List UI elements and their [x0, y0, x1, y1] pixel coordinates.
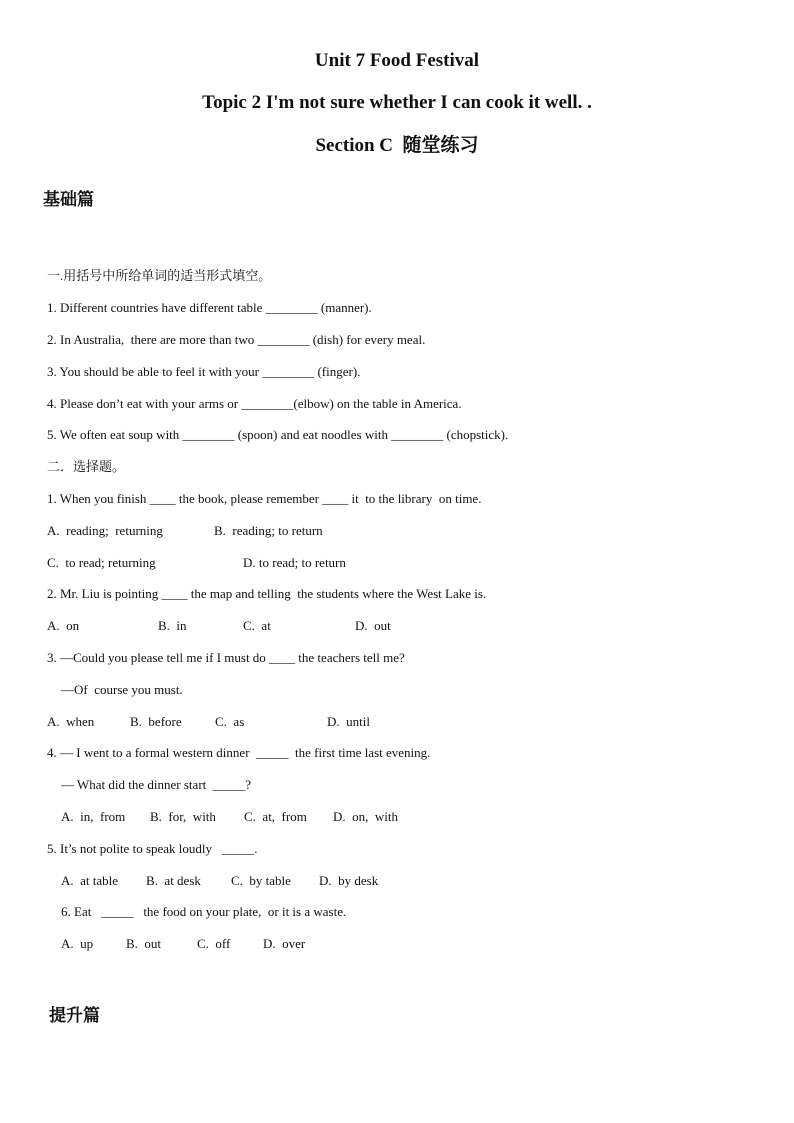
answer-line: —Of course you must. — [61, 682, 183, 697]
option-c: C. at, from — [244, 809, 307, 824]
option-c: C. as — [215, 714, 245, 729]
answer-line: — What did the dinner start _____? — [61, 777, 252, 792]
fill-blank-item: 4. Please don’t eat with your arms or ________(elbow) on the table in America. — [47, 396, 462, 411]
unit-title: Unit 7 Food Festival — [314, 50, 480, 71]
option-a: A. when — [47, 714, 95, 729]
question-stem: 1. When you finish ____ the book, please remember ____ it to the library on time. — [47, 491, 482, 506]
question-stem: 4. — I went to a formal western dinner _____ the first time last evening. — [47, 745, 431, 760]
question-stem: 5. It’s not polite to speak loudly _____. — [47, 841, 258, 856]
option-c: C. by table — [231, 873, 291, 888]
part1-heading: 一.用括号中所给单词的适当形式填空。 — [47, 268, 272, 283]
option-b: B. reading; to return — [214, 523, 323, 538]
question-stem: 3. —Could you please tell me if I must do ____ the teachers tell me? — [47, 650, 405, 665]
advanced-section-heading: 提升篇 — [49, 1006, 100, 1025]
fill-blank-item: 2. In Australia, there are more than two ________ (dish) for every meal. — [47, 332, 426, 347]
option-d: D. to read; to return — [243, 555, 346, 570]
option-b: B. before — [130, 714, 182, 729]
option-b: B. out — [126, 936, 162, 951]
fill-blank-item: 1. Different countries have different table ________ (manner). — [47, 300, 372, 315]
section-title: Section C 随堂练习 — [315, 135, 479, 156]
option-a: A. up — [61, 936, 94, 951]
question-stem: 2. Mr. Liu is pointing ____ the map and telling the students where the West Lake is. — [47, 586, 487, 601]
part2-heading: 二．选择题。 — [47, 459, 126, 474]
option-d: D. on, with — [333, 809, 398, 824]
option-a: A. in, from — [61, 809, 126, 824]
topic-title: Topic 2 I'm not sure whether I can cook it well. . — [202, 92, 592, 113]
option-a: A. on — [47, 618, 80, 633]
option-a: A. at table — [61, 873, 119, 888]
option-c: C. off — [197, 936, 231, 951]
question-stem: 6. Eat _____ the food on your plate, or it is a waste. — [61, 904, 347, 919]
fill-blank-item: 5. We often eat soup with ________ (spoon) and eat noodles with ________ (chopstick). — [47, 427, 509, 442]
option-c: C. to read; returning — [47, 555, 156, 570]
option-a: A. reading; returning — [47, 523, 163, 538]
option-b: B. at desk — [146, 873, 201, 888]
option-d: D. by desk — [319, 873, 379, 888]
option-d: D. over — [263, 936, 306, 951]
option-d: D. out — [355, 618, 391, 633]
option-d: D. until — [327, 714, 370, 729]
option-b: B. for, with — [150, 809, 216, 824]
fill-blank-item: 3. You should be able to feel it with your ________ (finger). — [47, 364, 361, 379]
option-c: C. at — [243, 618, 271, 633]
basic-section-heading: 基础篇 — [43, 190, 94, 209]
option-b: B. in — [158, 618, 187, 633]
